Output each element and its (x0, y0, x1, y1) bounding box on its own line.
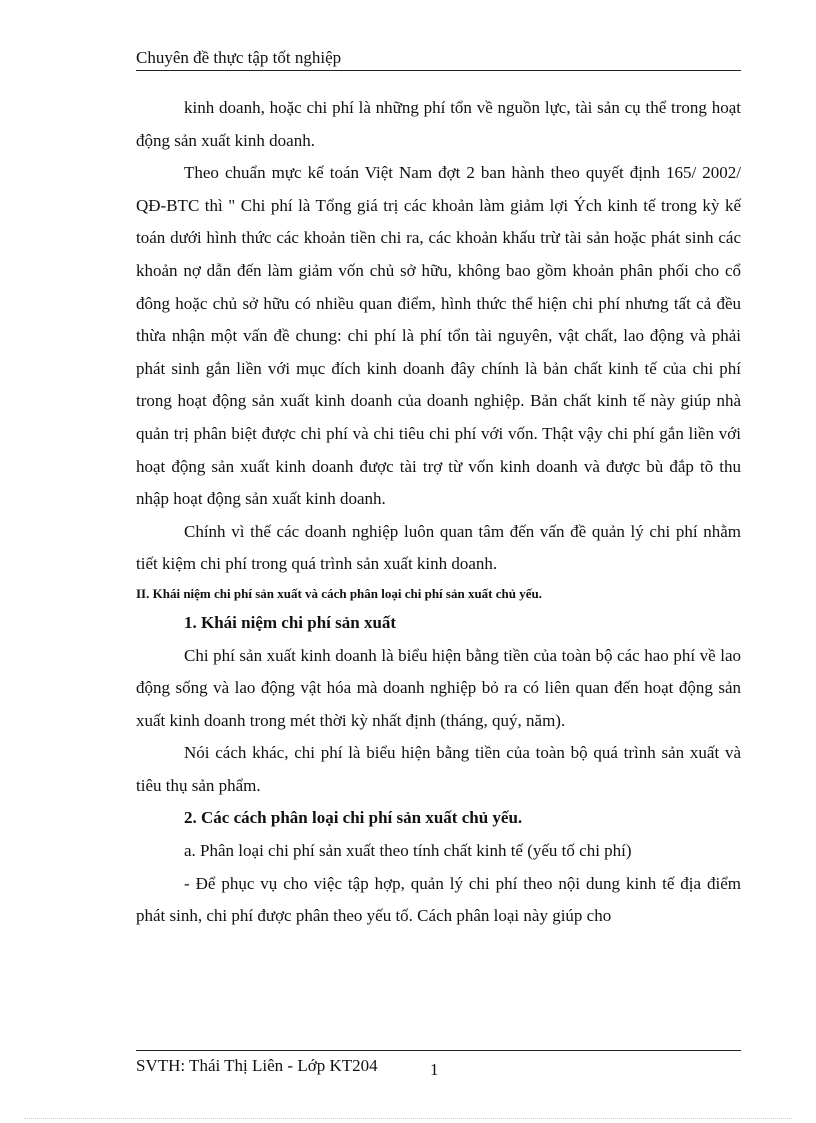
footer-rule (136, 1050, 741, 1051)
paragraph-6: a. Phân loại chi phí sản xuất theo tính chất kinh tế (yếu tố chi phí) (184, 841, 632, 861)
paragraph-3: Chính vì thế các doanh nghiệp luôn quan tâm đến vấn đề quản lý chi phí nhằm tiết kiệm chi phí trong quá trình sản xuất kinh doanh. (136, 521, 741, 574)
subheading-1: 1. Khái niệm chi phí sản xuất (184, 612, 397, 632)
paragraph-1: kinh doanh, hoặc chi phí là những phí tổn về nguồn lực, tài sản cụ thể trong hoạt động sản xuất kinh doanh. (136, 98, 741, 150)
page-header: Chuyên đề thực tập tốt nghiệp (136, 48, 342, 67)
paragraph-2: Theo chuẩn mực kế toán Việt Nam đợt 2 ban hành theo quyết định 165/ 2002/ QĐ-BTC thì " Chi phí là Tổng giá trị các khoản làm giảm lợi Ých kinh tế trong kỳ kế toán dưới hình thức các khoản tiền chi ra, các khoản khấu trừ tài sản hoặc phát sinh các khoản nợ dẫn đến làm giảm vốn chủ sở hữu, không bao gồm khoản phân phối cho cổ đông hoặc chủ sở hữu có nhiều quan điểm, hình thức thể hiện chi phí nhưng tất cả đều thừa nhận một vấn đề chung: chi phí là phí tổn tài nguyên, vật chất, lao động và phải phát sinh gắn liền với mục đích kinh doanh đây chính là bản chất kinh tế của chi phí trong hoạt động sản xuất kinh doanh của doanh nghiệp. Bản chất kinh tế này giúp nhà quản trị phân biệt được chi phí và chi tiêu chi phí với vốn. Thật vậy chi phí gắn liền với hoạt động sản xuất kinh doanh được tài trợ từ vốn kinh doanh và được bù đắp tõ thu nhập hoạt động sản xuất kinh doanh. (136, 163, 741, 509)
paragraph-7: - Để phục vụ cho việc tập hợp, quản lý chi phí theo nội dung kinh tế địa điểm phát sinh, chi phí được phân theo yếu tố. Cách phân loại này giúp cho (136, 873, 741, 926)
page-edge-dots (24, 1118, 792, 1119)
page-number: 1 (430, 1060, 439, 1079)
paragraph-5: Nói cách khác, chi phí là biểu hiện bằng tiền của toàn bộ quá trình sản xuất và tiêu thụ sản phẩm. (136, 743, 741, 795)
paragraph-4: Chi phí sản xuất kinh doanh là biểu hiện bằng tiền của toàn bộ các hao phí về lao động sống và lao động vật hóa mà doanh nghiệp bỏ ra có liên quan đến hoạt động sản xuất kinh doanh trong mét thời kỳ nhất định (tháng, quý, năm). (136, 645, 741, 730)
footer-author: SVTH: Thái Thị Liên - Lớp KT204 (136, 1056, 378, 1075)
header-rule (136, 70, 741, 71)
section-heading-2: II. Khái niệm chi phí sản xuất và cách phân loại chi phí sản xuất chủ yếu. (136, 585, 542, 601)
document-body (136, 92, 741, 933)
subheading-2: 2. Các cách phân loại chi phí sản xuất chủ yếu. (184, 808, 523, 828)
